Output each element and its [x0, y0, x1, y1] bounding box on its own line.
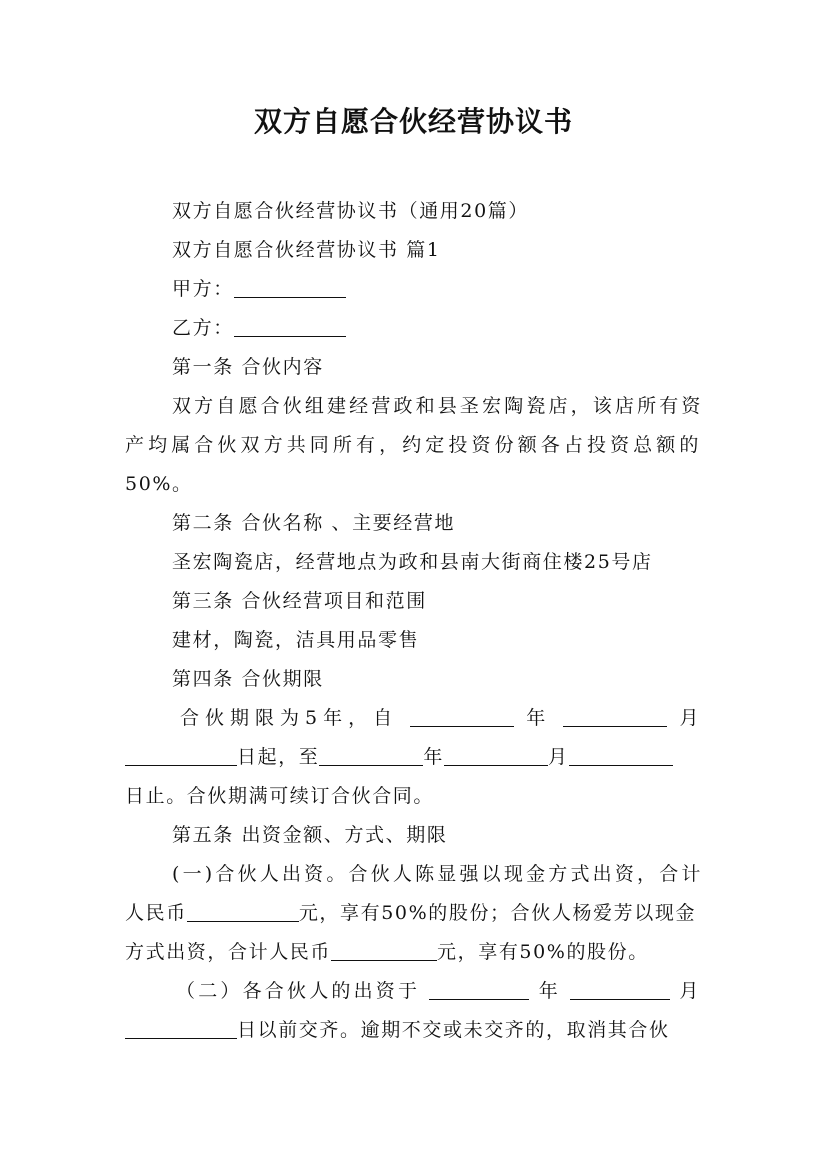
start-day-blank [125, 745, 237, 766]
article-5-line-1: (一)合伙人出资。合伙人陈显强以现金方式出资，合计 [172, 863, 702, 885]
share-text-1: 元，享有50%的股份；合伙人杨爱芳以现金 [298, 902, 697, 924]
article-3-text: 建材，陶瓷，洁具用品零售 [172, 629, 420, 651]
party-a-label: 甲方： [172, 278, 234, 300]
article-5-line-2 [125, 894, 700, 932]
end-day-blank [569, 745, 673, 766]
party-b-label: 乙方： [172, 317, 234, 339]
article-5-line-4 [176, 972, 700, 1010]
start-month-blank [563, 706, 667, 727]
share-text-2: 元，享有50%的股份。 [437, 941, 649, 963]
end-year-label: 年 [423, 746, 445, 768]
end-month-blank [444, 745, 548, 766]
rmb-label-2: 方式出资，合计人民币 [125, 941, 332, 963]
article-1-line-2: 产均属合伙双方共同所有，约定投资份额各占投资总额的 [125, 434, 700, 456]
article-5-line-5 [125, 1011, 700, 1049]
chapter-heading: 双方自愿合伙经营协议书 篇1 [172, 239, 441, 261]
article-5-heading: 第五条 出资金额、方式、期限 [172, 824, 448, 846]
article-2-heading: 第二条 合伙名称 、主要经营地 [172, 512, 456, 534]
deadline-day-blank [125, 1018, 237, 1039]
article-1-line-3: 50%。 [125, 473, 193, 495]
deadline-month-blank [570, 979, 670, 1000]
party-b-blank [234, 316, 346, 337]
document-subtitle: 双方自愿合伙经营协议书（通用20篇） [172, 200, 529, 222]
deadline-year-label: 年 [538, 980, 561, 1002]
document-title: 双方自愿合伙经营协议书 [253, 105, 573, 138]
article-4-line-1 [180, 699, 700, 737]
deadline-text: （二）各合伙人的出资于 [176, 980, 421, 1002]
deadline-month-label: 月 [679, 980, 701, 1002]
rmb-label-1: 人民币 [125, 902, 187, 924]
party-a-line [172, 270, 702, 308]
deadline-consequence-text: 日以前交齐。逾期不交或未交齐的，取消其合伙 [237, 1019, 670, 1041]
start-month-label: 月 [679, 707, 701, 729]
amount-blank-2 [331, 940, 437, 961]
article-2-text: 圣宏陶瓷店，经营地点为政和县南大街商住楼25号店 [172, 551, 653, 573]
article-4-line-2 [125, 738, 700, 776]
end-year-blank [319, 745, 423, 766]
term-end-text: 日起，至 [237, 746, 320, 768]
party-b-line [172, 309, 702, 347]
article-1-line-1: 双方自愿合伙组建经营政和县圣宏陶瓷店，该店所有资 [172, 395, 702, 417]
party-a-blank [234, 277, 346, 298]
term-start-text: 合伙期限为5年，自 [180, 707, 399, 729]
article-3-heading: 第三条 合伙经营项目和范围 [172, 590, 427, 612]
article-4-line-3: 日止。合伙期满可续订合伙合同。 [125, 785, 435, 807]
article-5-line-3 [125, 933, 700, 971]
article-1-heading: 第一条 合伙内容 [172, 356, 324, 378]
article-4-heading: 第四条 合伙期限 [172, 668, 324, 690]
end-month-label: 月 [548, 746, 569, 768]
start-year-blank [410, 706, 514, 727]
start-year-label: 年 [526, 707, 552, 729]
amount-blank-1 [187, 901, 299, 922]
deadline-year-blank [429, 979, 529, 1000]
